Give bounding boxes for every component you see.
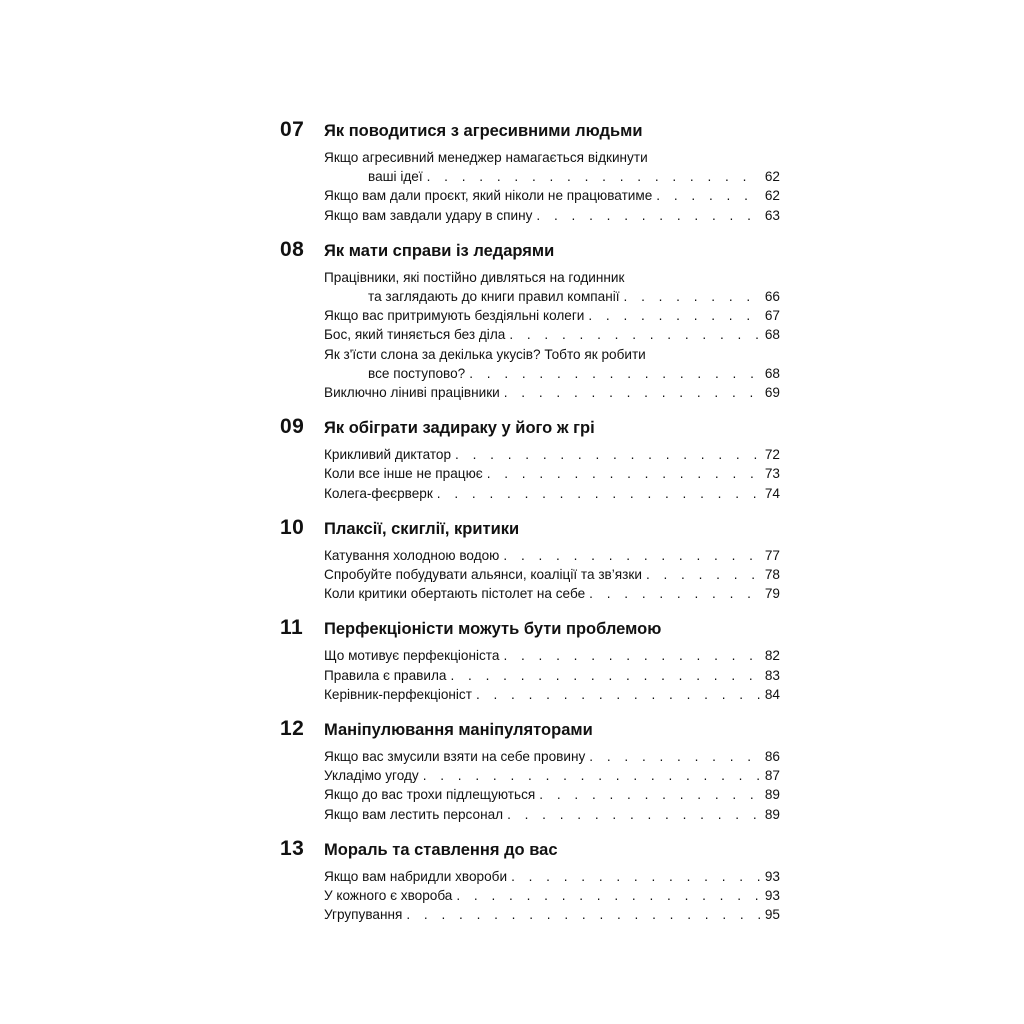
toc-entry-row xyxy=(324,445,780,464)
toc-entry-title: Якщо вам завдали удару в спину xyxy=(324,207,533,223)
toc-entry[interactable] xyxy=(324,646,780,665)
dot-leader xyxy=(536,206,760,225)
chapter-title: Як мати справи із ледарями xyxy=(324,241,555,260)
toc-entry[interactable] xyxy=(324,805,780,824)
toc-entry-title: Якщо до вас трохи підлещуються xyxy=(324,787,536,803)
page-number: 93 xyxy=(764,868,780,884)
toc-entry-title: Коли критики обертають пістолет на себе xyxy=(324,586,586,602)
toc-entry-row xyxy=(324,685,780,704)
toc-entry-title: Крикливий диктатор xyxy=(324,447,452,463)
toc-entry[interactable] xyxy=(324,565,780,584)
chapter-section xyxy=(280,616,780,704)
chapter-section xyxy=(280,238,780,402)
dot-leader xyxy=(588,306,760,325)
toc-entry-title: Якщо вам набридли хвороби xyxy=(324,868,508,884)
chapter-heading[interactable] xyxy=(280,415,780,445)
chapter-title: Як обіграти задираку у його ж грі xyxy=(324,419,595,438)
chapter-number: 09 xyxy=(280,415,305,439)
toc-entry-row xyxy=(324,484,780,503)
chapter-section xyxy=(280,118,780,225)
page-number: 62 xyxy=(764,169,780,185)
dot-leader xyxy=(539,785,760,804)
page-number: 63 xyxy=(764,207,780,223)
dot-leader xyxy=(427,167,760,186)
toc-entry-row xyxy=(324,464,780,483)
toc-entry-row xyxy=(324,325,780,344)
page-number: 62 xyxy=(764,188,780,204)
toc-entry-title: Виключно ліниві працівники xyxy=(324,385,500,401)
toc-entry-row xyxy=(324,666,780,685)
toc-entry-title: У кожного є хвороба xyxy=(324,888,453,904)
dot-leader xyxy=(656,186,760,205)
toc-entry-row xyxy=(324,565,780,584)
dot-leader xyxy=(450,666,760,685)
toc-entry-row xyxy=(324,646,780,665)
chapter-heading[interactable] xyxy=(280,238,780,268)
chapter-title: Перфекціоністи можуть бути проблемою xyxy=(324,620,662,639)
toc-entry[interactable] xyxy=(324,206,780,225)
toc-entry-row xyxy=(324,287,780,306)
toc-entry-title: Якщо вам дали проєкт, який ніколи не працюватиме xyxy=(324,188,653,204)
toc-entry[interactable] xyxy=(324,766,780,785)
chapter-title: Плаксії, скиглії, критики xyxy=(324,519,520,538)
toc-entry[interactable] xyxy=(324,546,780,565)
toc-entry[interactable] xyxy=(324,148,780,186)
chapter-heading[interactable] xyxy=(280,516,780,546)
toc-entry[interactable] xyxy=(324,325,780,344)
page-number: 79 xyxy=(764,586,780,602)
toc-entry-title-line: Як з'їсти слона за декілька укусів? Тобто як робити xyxy=(324,346,646,362)
page-number: 67 xyxy=(764,308,780,324)
dot-leader xyxy=(406,905,760,924)
page-number: 69 xyxy=(764,385,780,401)
toc-entry[interactable] xyxy=(324,785,780,804)
dot-leader xyxy=(504,383,760,402)
toc-entry-title: Коли все інше не працює xyxy=(324,466,483,482)
toc-entry-row xyxy=(324,867,780,886)
dot-leader xyxy=(437,484,760,503)
toc-entry-title-line: Працівники, які постійно дивляться на годинник xyxy=(324,269,625,285)
toc-entry-title: Якщо вам лестить персонал xyxy=(324,806,504,822)
page-number: 86 xyxy=(764,749,780,765)
dot-leader xyxy=(511,867,760,886)
dot-leader xyxy=(423,766,760,785)
toc-entry-title: Якщо вас притримують бездіяльні колеги xyxy=(324,308,585,324)
chapter-section xyxy=(280,516,780,604)
dot-leader xyxy=(503,646,760,665)
toc-entry[interactable] xyxy=(324,445,780,464)
page-number: 66 xyxy=(764,289,780,305)
chapter-section xyxy=(280,837,780,925)
chapter-title: Як поводитися з агресивними людьми xyxy=(324,122,643,140)
chapter-number: 07 xyxy=(280,118,305,141)
toc-entry[interactable] xyxy=(324,345,780,383)
dot-leader xyxy=(624,287,760,306)
chapter-number: 10 xyxy=(280,515,305,539)
toc-entry-title: Якщо вас змусили взяти на себе провину xyxy=(324,749,586,765)
toc-entry-title: Правила є правила xyxy=(324,667,447,683)
dot-leader xyxy=(646,565,760,584)
dot-leader xyxy=(507,805,760,824)
toc-entry-row xyxy=(324,383,780,402)
toc-entry-row xyxy=(324,206,780,225)
page-number: 68 xyxy=(764,327,780,343)
toc-entry[interactable] xyxy=(324,584,780,603)
toc-entry-row xyxy=(324,584,780,603)
toc-entry-title: Колега-феєрверк xyxy=(324,485,433,501)
toc-entry-title: Що мотивує перфекціоніста xyxy=(324,648,500,664)
toc-entry-row xyxy=(324,186,780,205)
dot-leader xyxy=(487,464,760,483)
toc-entry[interactable] xyxy=(324,306,780,325)
toc-entry[interactable] xyxy=(324,747,780,766)
toc-entry-title: Бос, який тиняється без діла xyxy=(324,327,506,343)
page-number: 87 xyxy=(764,768,780,784)
toc-entry-row xyxy=(324,364,780,383)
toc-entry[interactable] xyxy=(324,464,780,483)
toc-entry-row xyxy=(324,785,780,804)
chapter-number: 11 xyxy=(280,616,304,640)
toc-entry-title: Укладімо угоду xyxy=(324,768,419,784)
page-number: 95 xyxy=(764,907,780,923)
chapter-heading[interactable] xyxy=(280,717,780,747)
dot-leader xyxy=(509,325,760,344)
toc-entry-title: все поступово? xyxy=(368,365,466,381)
toc-entry-title: Керівник-перфекціоніст xyxy=(324,686,472,702)
toc-entry[interactable] xyxy=(324,685,780,704)
page-number: 74 xyxy=(764,485,780,501)
dot-leader xyxy=(455,445,760,464)
toc-entry[interactable] xyxy=(324,268,780,306)
table-of-contents xyxy=(280,118,780,937)
toc-entry[interactable] xyxy=(324,484,780,503)
toc-entry-row xyxy=(324,546,780,565)
page-number: 89 xyxy=(764,787,780,803)
page-number: 89 xyxy=(764,806,780,822)
chapter-section xyxy=(280,415,780,503)
chapter-title: Мораль та ставлення до вас xyxy=(324,840,558,859)
toc-entry-row xyxy=(324,306,780,325)
toc-entry-title: Спробуйте побудувати альянси, коаліції та зв’язки xyxy=(324,567,642,583)
toc-entry-title: ваші ідеї xyxy=(368,169,423,185)
toc-entry-row xyxy=(324,805,780,824)
page-number: 72 xyxy=(764,447,780,463)
page-number: 83 xyxy=(764,667,780,683)
toc-entry[interactable] xyxy=(324,666,780,685)
toc-entry[interactable] xyxy=(324,186,780,205)
dot-leader xyxy=(589,584,760,603)
toc-entry-title-line: Якщо агресивний менеджер намагається відкинути xyxy=(324,150,648,165)
page-number: 84 xyxy=(764,686,780,702)
chapter-heading[interactable] xyxy=(280,118,780,148)
toc-entry-title: та заглядають до книги правил компанії xyxy=(368,289,620,305)
toc-entry-row xyxy=(324,905,780,924)
toc-entry[interactable] xyxy=(324,886,780,905)
toc-entry-row xyxy=(324,886,780,905)
dot-leader xyxy=(469,364,760,383)
toc-entry-title: Угрупування xyxy=(324,907,403,923)
toc-entry-row xyxy=(324,167,780,186)
toc-entry-row xyxy=(324,766,780,785)
chapter-number: 12 xyxy=(280,717,305,741)
page-number: 78 xyxy=(764,567,780,583)
chapter-title: Маніпулювання маніпуляторами xyxy=(324,721,593,740)
toc-entry[interactable] xyxy=(324,905,780,924)
toc-entry-row xyxy=(324,747,780,766)
chapter-number: 13 xyxy=(280,836,305,860)
page-number: 77 xyxy=(764,547,780,563)
dot-leader xyxy=(503,546,760,565)
chapter-heading[interactable] xyxy=(280,837,780,867)
chapter-number: 08 xyxy=(280,237,305,261)
dot-leader xyxy=(456,886,760,905)
dot-leader xyxy=(589,747,760,766)
toc-entry[interactable] xyxy=(324,383,780,402)
toc-entry[interactable] xyxy=(324,867,780,886)
page-number: 82 xyxy=(764,648,780,664)
toc-entry-title: Катування холодною водою xyxy=(324,547,500,563)
dot-leader xyxy=(476,685,760,704)
page-number: 68 xyxy=(764,365,780,381)
chapter-heading[interactable] xyxy=(280,616,780,646)
page-number: 93 xyxy=(764,888,780,904)
chapter-section xyxy=(280,717,780,824)
page-number: 73 xyxy=(764,466,780,482)
